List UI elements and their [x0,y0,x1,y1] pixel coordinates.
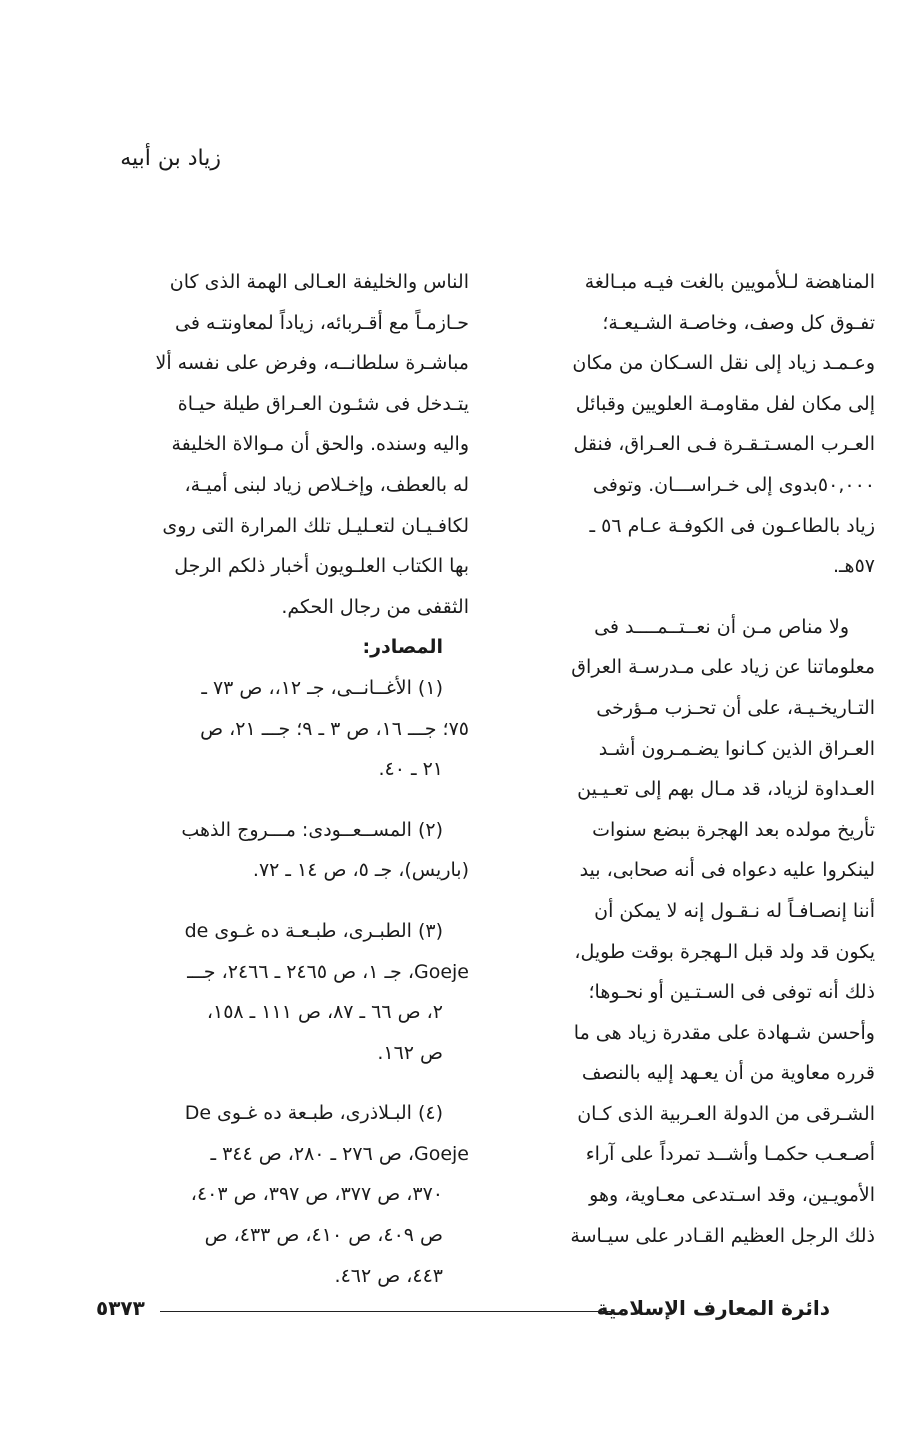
text-line: الشـرقى من الدولة العـربية الذى كـان [577,1102,875,1125]
text-line: ذلك الرجل العظيم القـادر على سيـاسة [570,1224,875,1247]
right-column-text [523,262,875,1256]
text-line: المناهضة لـلأمويين بالغت فيـه مبـالغة [584,271,875,293]
text-line: الثقفى من رجال الحكم. [281,595,469,618]
text-line: يتـدخل فى شئـون العـراق طيلة حيـاة [177,392,469,415]
text-line: لكافـيـان لتعـليـل تلك المرارة التى روى [162,514,469,537]
reference-continuation-line: ٤٤٣، ص ٤٦٢. [334,1264,443,1287]
footer-journal-title: دائرة المعارف الإسلامية [596,1296,830,1320]
reference-continuation-line: ٣٧٠، ص ٣٧٧، ص ٣٩٧، ص ٤٠٣، [190,1183,443,1206]
text-line: العـرب المسـتـقـرة فـى العـراق، فنقل [573,433,875,456]
text-line: واليه وسنده. والحق أن مـوالاة الخليفة [171,433,469,456]
paragraph-gap [109,790,469,810]
text-line: التـاريخـيـة، على أن تحـزب مـؤرخى [596,696,875,719]
text-line: ذلك أنه توفى فى السـتـين أو نحـوها؛ [588,981,875,1004]
paragraph-first-line: (٣) الطبـرى، طبـعـة ده غـوى de [184,919,443,942]
text-line: إلى مكان لفل مقاومـة العلويين وقبائل [575,392,875,415]
text-line: قرره معاوية من أن يعـهد إليه بالنصف [581,1062,875,1085]
paragraph-first-line: (٤) البـلاذرى، طبـعة ده غـوى De [184,1102,443,1125]
text-line: تفـوق كل وصف، وخاصـة الشـيعـة؛ [602,311,875,334]
page-number: ٥٣٧٣ [96,1296,145,1320]
text-line: الأمويـين، وقد اسـتدعى معـاوية، وهو [589,1184,875,1207]
text-line: زياد بالطاعـون فى الكوفـة عـام ٥٦ ـ [589,514,875,537]
text-line: لينكروا عليه دعواه فى أنه صحابى، بيد [579,859,875,882]
text-line: ٧٥؛ جـــ ١٦، ص ٣ ـ ٩؛ جـــ ٢١، ص [200,717,469,740]
sources-heading: المصادر: [362,636,443,659]
text-line: معلوماتنا عن زياد على مـدرسـة العراق [571,656,875,679]
text-line: أصـعـب حكمـا وأشــد تمرداً على آراء [585,1143,875,1166]
reference-continuation-line: ٢١ ـ ٤٠. [378,758,443,781]
text-line: (باريس)، جـ ٥، ص ١٤ ـ ٧٢. [252,859,469,882]
paragraph-gap [109,1073,469,1093]
text-line: تأريخ مولده بعد الهجرة ببضع سنوات [592,818,875,841]
reference-continuation-line: ص ١٦٢. [377,1041,443,1064]
paragraph-gap [523,587,875,607]
text-line: العـداوة لزياد، قد مـال بهم إلى تعـيـين [577,778,875,801]
paragraph-gap [109,891,469,911]
paragraph-first-line: (٢) المســعــودى: مـــروج الذهب [181,818,443,841]
paragraph-first-line: (١) الأغــانــى، جـ ١٢،، ص ٧٣ ـ [201,676,443,699]
paragraph-first-line: ولا مناص مـن أن نعــتــمــــد فى [594,615,849,638]
text-line: له بالعطف، وإخـلاص زياد لبنى أميـة، [184,473,469,496]
text-line: مباشـرة سلطانــه، وفرض على نفسه ألا [155,352,469,375]
running-header-title: زياد بن أبيه [120,146,221,171]
text-line: وعـمـد زياد إلى نقل السـكان من مكان [572,352,875,375]
reference-continuation-line: ص ٤٠٩، ص ٤١٠، ص ٤٣٣، ص [204,1224,443,1247]
reference-continuation-line: ٢، ص ٦٦ ـ ٨٧، ص ١١١ ـ ١٥٨، [206,1001,443,1024]
text-line: أننا إنصـافـاً له نـقـول إنه لا يمكن أن [594,899,875,922]
text-line: ٥٠,٠٠٠بدوى إلى خـراســـان. وتوفى [592,473,875,496]
text-line: الناس والخليفة العـالى الهمة الذى كان [169,271,469,293]
text-line: Goeje، ص ٢٧٦ ـ ٢٨٠، ص ٣٤٤ ـ [210,1142,469,1165]
text-line: Goeje، جـ ١، ص ٢٤٦٥ ـ ٢٤٦٦، جـــ [187,960,469,983]
left-column-text [109,262,469,1296]
text-line: حـازمـاً مع أقـربائه، زياداً لمعاونتـه فى [175,311,469,334]
text-line: يكون قد ولد قبل الـهجرة بوقت طويل، [574,940,875,963]
text-line: وأحسن شـهادة على مقدرة زياد هى ما [573,1021,875,1044]
text-line: ٥٧هـ. [832,555,875,578]
text-line: بها الكتاب العلـويون أخبار ذلكم الرجل [174,555,469,578]
text-line: العـراق الذين كـانوا يضـمـرون أشـد [598,737,875,760]
page-footer [96,1296,830,1326]
footer-divider [160,1311,614,1312]
